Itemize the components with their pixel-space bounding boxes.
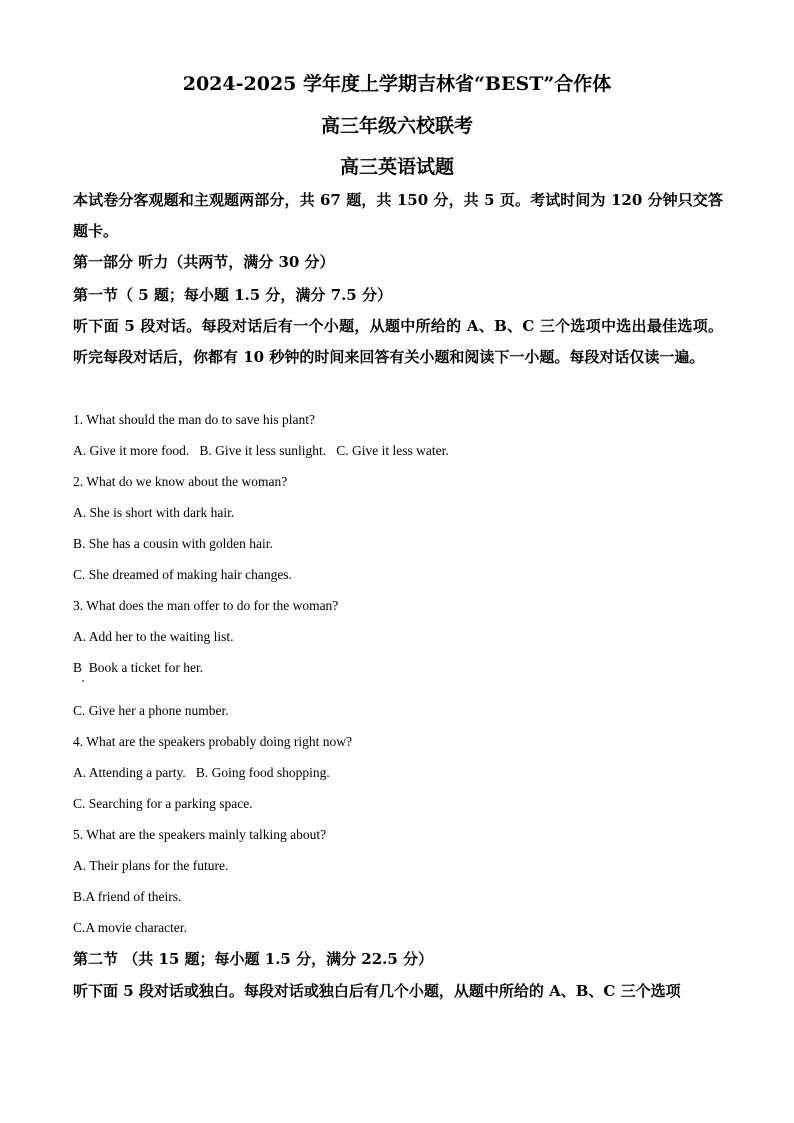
question-option: B. She has a cousin with golden hair. xyxy=(73,536,273,551)
question-option: B.A friend of theirs. xyxy=(73,889,182,904)
question-options: A. Attending a party. B. Going food shopping. xyxy=(73,765,330,780)
section2-instructions: 听下面 5 段对话或独白。每段对话或独白后有几个小题，从题中所给的 A、B、C 三个选项 xyxy=(73,982,681,1000)
exam-subtitle: 高三年级六校联考 xyxy=(320,115,473,137)
question-option: C.A movie character. xyxy=(73,920,187,935)
question-stem: 2. What do we know about the woman? xyxy=(73,474,288,489)
question-options: A. Give it more food. B. Give it less sunlight. C. Give it less water. xyxy=(73,443,449,458)
question-stem: 5. What are the speakers mainly talking about? xyxy=(73,827,327,842)
question-option: A. Add her to the waiting list. xyxy=(73,629,234,644)
question-stem: 4. What are the speakers probably doing right now? xyxy=(73,734,353,749)
stray-mark xyxy=(82,680,84,682)
exam-title: 2024-2025 学年度上学期吉林省“BEST”合作体 xyxy=(182,73,612,95)
question-option: B Book a ticket for her. xyxy=(73,660,204,675)
section1-heading: 第一节（ 5 题；每小题 1.5 分，满分 7.5 分） xyxy=(73,286,392,304)
question-option: A. Their plans for the future. xyxy=(73,858,229,873)
question-option: C. Searching for a parking space. xyxy=(73,796,253,811)
question-option: C. She dreamed of making hair changes. xyxy=(73,567,292,582)
question-stem: 1. What should the man do to save his plant? xyxy=(73,412,315,427)
question-option: A. She is short with dark hair. xyxy=(73,505,235,520)
question-stem: 3. What does the man offer to do for the woman? xyxy=(73,598,339,613)
paper-title: 高三英语试题 xyxy=(339,156,454,178)
part1-heading: 第一部分 听力（共两节，满分 30 分） xyxy=(73,253,335,271)
question-option: C. Give her a phone number. xyxy=(73,703,229,718)
exam-intro: 本试卷分客观题和主观题两部分，共 67 题，共 150 分，共 5 页。考试时间为 120 分钟只交答题卡。 xyxy=(73,191,723,240)
section1-instructions: 听下面 5 段对话。每段对话后有一个小题，从题中所给的 A、B、C 三个选项中选出最佳选项。听完每段对话后，你都有 10 秒钟的时间来回答有关小题和阅读下一小题。每段对话仅读一遍。 xyxy=(73,317,723,366)
section2-heading: 第二节 （共 15 题；每小题 1.5 分，满分 22.5 分） xyxy=(73,950,434,968)
